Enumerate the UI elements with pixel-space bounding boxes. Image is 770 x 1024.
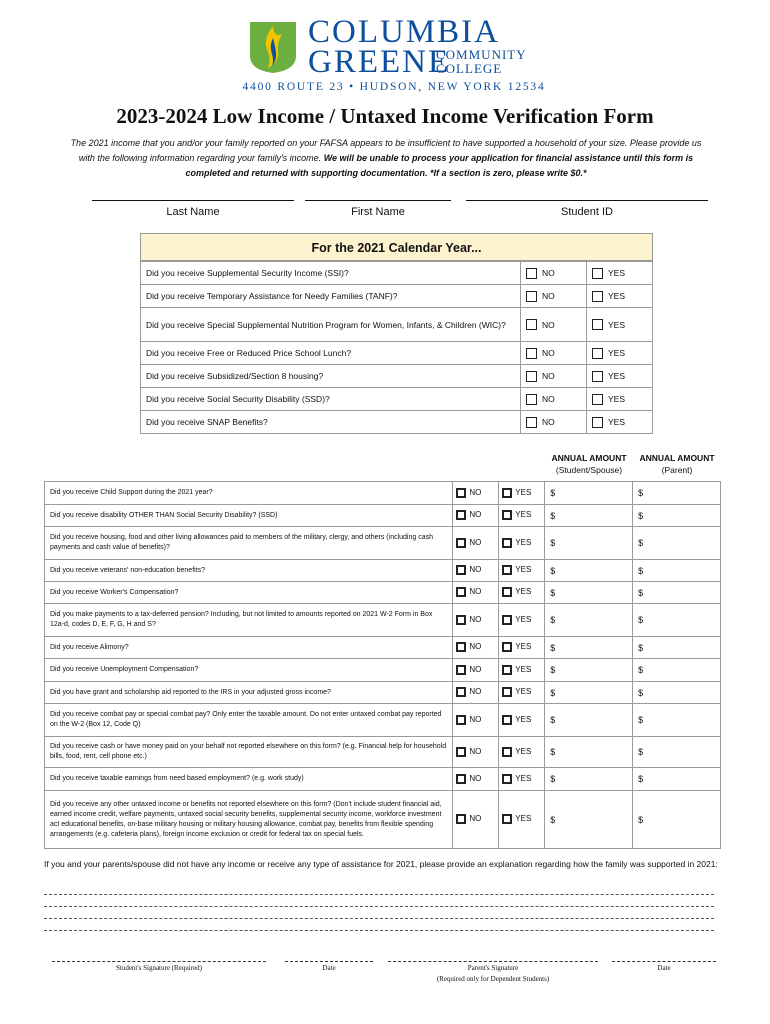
student-date-line[interactable] <box>285 961 373 962</box>
yes-label: YES <box>608 348 626 359</box>
income-table <box>44 481 721 849</box>
dollar-sign: $ <box>550 642 556 653</box>
dollar-sign: $ <box>638 747 644 757</box>
no-checkbox[interactable] <box>456 747 466 757</box>
dollar-sign: $ <box>550 615 556 625</box>
dollar-sign: $ <box>638 510 644 521</box>
dollar-sign: $ <box>638 687 644 698</box>
college-logo <box>244 12 544 97</box>
no-option[interactable] <box>453 505 499 527</box>
no-label: NO <box>469 510 482 520</box>
yes-checkbox[interactable] <box>502 565 512 575</box>
dollar-sign: $ <box>638 538 644 548</box>
no-checkbox[interactable] <box>456 774 466 784</box>
yes-label: YES <box>515 510 532 520</box>
intro-bold-text: We will be unable to process your application for financial assistance until this form is completed and returned with supporting documentation. <box>185 153 694 178</box>
yes-checkbox[interactable] <box>502 488 512 498</box>
no-option[interactable] <box>453 582 499 604</box>
no-option[interactable] <box>521 308 587 342</box>
intro-paragraph <box>62 136 710 181</box>
benefit-row <box>141 365 653 388</box>
no-label: NO <box>469 774 482 784</box>
yes-checkbox[interactable] <box>502 687 512 697</box>
income-question: Did you receive Alimony? <box>45 637 453 659</box>
benefit-question: Did you receive Temporary Assistance for Needy Families (TANF)? <box>141 285 521 308</box>
no-checkbox[interactable] <box>456 565 466 575</box>
parent-amount-field[interactable] <box>633 682 721 704</box>
parent-amount-field[interactable] <box>633 659 721 682</box>
parent-signature-label <box>388 963 598 985</box>
no-option[interactable] <box>453 768 499 791</box>
yes-label: YES <box>515 747 532 757</box>
income-row <box>45 637 721 659</box>
income-question: Did you make payments to a tax-deferred pension? Including, but not limited to amounts reported on 2021 W-2 Form in Box 12a-d, codes D, E, F, G, H and S? <box>45 604 453 637</box>
student-amount-field[interactable] <box>545 604 633 637</box>
no-label: NO <box>469 642 482 652</box>
yes-option[interactable] <box>499 704 545 737</box>
benefit-row <box>141 285 653 308</box>
dollar-sign: $ <box>550 538 556 548</box>
yes-label: YES <box>608 268 626 279</box>
dollar-sign: $ <box>550 774 556 784</box>
first-name-line[interactable] <box>305 200 451 201</box>
yes-checkbox[interactable] <box>592 394 603 405</box>
explanation-line[interactable] <box>44 930 714 931</box>
student-amount-field[interactable] <box>545 791 633 849</box>
dollar-sign: $ <box>638 488 644 498</box>
dollar-sign: $ <box>550 488 556 498</box>
yes-label: YES <box>515 615 532 625</box>
yes-label: YES <box>515 774 532 784</box>
no-checkbox[interactable] <box>526 319 537 330</box>
parent-signature-title: Parent's Signature <box>467 964 519 972</box>
no-checkbox[interactable] <box>456 538 466 548</box>
flame-logo-icon <box>244 16 302 74</box>
first-name-label: First Name <box>351 206 405 218</box>
no-option[interactable] <box>453 682 499 704</box>
yes-checkbox[interactable] <box>502 715 512 725</box>
parent-amount-field[interactable] <box>633 505 721 527</box>
parent-amount-field[interactable] <box>633 527 721 560</box>
yes-checkbox[interactable] <box>592 268 603 279</box>
student-id-label: Student ID <box>561 206 613 218</box>
no-label: NO <box>542 291 555 302</box>
yes-label: YES <box>515 715 532 725</box>
no-label: NO <box>469 538 482 548</box>
yes-checkbox[interactable] <box>592 371 603 382</box>
yes-checkbox[interactable] <box>592 417 603 428</box>
no-label: NO <box>469 715 482 725</box>
yes-label: YES <box>515 587 532 597</box>
logo-greene: GREENE <box>308 44 451 80</box>
annual-parent-label: (Parent) <box>661 465 693 475</box>
annual-amount-parent-header <box>634 452 720 476</box>
income-question: Did you receive Unemployment Compensation? <box>45 659 453 682</box>
income-question: Did you receive combat pay or special combat pay? Only enter the taxable amount. Do not enter untaxed combat pay reported on the W-2 (Box 12, Code Q) <box>45 704 453 737</box>
date-label: Date <box>322 964 336 972</box>
dollar-sign: $ <box>638 587 644 598</box>
dollar-sign: $ <box>550 565 556 576</box>
dollar-sign: $ <box>550 814 556 825</box>
last-name-label: Last Name <box>166 206 220 218</box>
no-label: NO <box>469 615 482 625</box>
no-label: NO <box>542 371 555 382</box>
benefit-question: Did you receive Supplemental Security Income (SSI)? <box>141 262 521 285</box>
no-label: NO <box>469 587 482 597</box>
yes-label: YES <box>515 665 532 675</box>
income-row <box>45 704 721 737</box>
yes-option[interactable] <box>499 682 545 704</box>
yes-option[interactable] <box>499 604 545 637</box>
no-label: NO <box>469 747 482 757</box>
no-label: NO <box>469 565 482 575</box>
student-amount-field[interactable] <box>545 482 633 505</box>
parent-amount-field[interactable] <box>633 737 721 768</box>
no-checkbox[interactable] <box>456 715 466 725</box>
explanation-line[interactable] <box>44 918 714 919</box>
income-question: Did you receive housing, food and other living allowances paid to members of the military, clergy, and others (including cash payments and cash value of benefits)? <box>45 527 453 560</box>
yes-checkbox[interactable] <box>502 538 512 548</box>
student-signature-label: Student's Signature (Required) <box>115 964 203 972</box>
benefit-row <box>141 262 653 285</box>
yes-checkbox[interactable] <box>502 615 512 625</box>
yes-option[interactable] <box>499 659 545 682</box>
no-option[interactable] <box>521 365 587 388</box>
income-row <box>45 604 721 637</box>
yes-label: YES <box>515 814 532 824</box>
yes-label: YES <box>515 538 532 548</box>
income-question: Did you receive cash or have money paid on your behalf not reported elsewhere on this form? (e.g. Financial help for household bills, food, rent, cell phone etc.) <box>45 737 453 768</box>
benefit-question: Did you receive SNAP Benefits? <box>141 411 521 434</box>
yes-checkbox[interactable] <box>502 642 512 652</box>
no-label: NO <box>542 394 555 405</box>
income-question: Did you receive taxable earnings from need based employment? (e.g. work study) <box>45 768 453 791</box>
last-name-line[interactable] <box>92 200 294 201</box>
yes-checkbox[interactable] <box>502 747 512 757</box>
annual-amount-title: ANNUAL AMOUNT <box>551 453 627 463</box>
form-title: 2023-2024 Low Income / Untaxed Income Verification Form <box>116 104 654 128</box>
no-checkbox[interactable] <box>456 587 466 597</box>
yes-option[interactable] <box>587 285 653 308</box>
benefit-question: Did you receive Subsidized/Section 8 housing? <box>141 365 521 388</box>
dollar-sign: $ <box>550 747 556 757</box>
no-checkbox[interactable] <box>456 687 466 697</box>
no-label: NO <box>542 417 555 428</box>
no-label: NO <box>469 687 482 697</box>
parent-signature-line[interactable] <box>388 961 598 962</box>
no-option[interactable] <box>453 560 499 582</box>
dollar-sign: $ <box>550 715 556 725</box>
no-checkbox[interactable] <box>526 348 537 359</box>
student-id-line[interactable] <box>466 200 708 201</box>
no-option[interactable] <box>453 737 499 768</box>
benefit-question: Did you receive Social Security Disability (SSD)? <box>141 388 521 411</box>
no-option[interactable] <box>521 411 587 434</box>
income-row <box>45 791 721 849</box>
parent-amount-field[interactable] <box>633 582 721 604</box>
benefit-row <box>141 308 653 342</box>
yes-checkbox[interactable] <box>592 291 603 302</box>
logo-community: COMMUNITY <box>436 47 527 62</box>
no-checkbox[interactable] <box>456 665 466 675</box>
income-row <box>45 505 721 527</box>
student-amount-field[interactable] <box>545 768 633 791</box>
yes-label: YES <box>608 371 626 382</box>
no-label: NO <box>542 319 555 330</box>
no-checkbox[interactable] <box>456 510 466 520</box>
intro-zero-note: *If a section is zero, please write $0.* <box>429 168 587 178</box>
dollar-sign: $ <box>550 687 556 698</box>
student-amount-field[interactable] <box>545 582 633 604</box>
calendar-year-header: For the 2021 Calendar Year... <box>140 233 653 261</box>
student-amount-field[interactable] <box>545 682 633 704</box>
intro-text: The 2021 income that you and/or your family reported on your FAFSA appears to be insufficient to have supported a household of your size. Please provide us with the following information regarding your family's income. <box>70 138 702 163</box>
no-option[interactable] <box>453 791 499 849</box>
benefits-table <box>140 261 653 434</box>
parent-amount-field[interactable] <box>633 791 721 849</box>
yes-option[interactable] <box>499 737 545 768</box>
yes-option[interactable] <box>499 482 545 505</box>
benefit-question: Did you receive Special Supplemental Nutrition Program for Women, Infants, & Children (WIC)? <box>141 308 521 342</box>
yes-label: YES <box>515 488 532 498</box>
no-option[interactable] <box>453 527 499 560</box>
dollar-sign: $ <box>638 774 644 784</box>
no-option[interactable] <box>521 285 587 308</box>
dollar-sign: $ <box>638 665 644 675</box>
yes-checkbox[interactable] <box>502 814 512 824</box>
explanation-prompt: If you and your parents/spouse did not have any income or receive any type of assistance for 2021, please provide an explanation regarding how the family was supported in 2021: <box>44 859 718 869</box>
no-label: NO <box>542 268 555 279</box>
parent-amount-field[interactable] <box>633 604 721 637</box>
income-row <box>45 527 721 560</box>
student-amount-field[interactable] <box>545 527 633 560</box>
yes-checkbox[interactable] <box>502 665 512 675</box>
no-option[interactable] <box>453 604 499 637</box>
income-row <box>45 659 721 682</box>
yes-checkbox[interactable] <box>502 510 512 520</box>
dollar-sign: $ <box>638 565 644 576</box>
income-row <box>45 582 721 604</box>
explanation-line[interactable] <box>44 906 714 907</box>
parent-amount-field[interactable] <box>633 704 721 737</box>
yes-option[interactable] <box>499 637 545 659</box>
yes-option[interactable] <box>499 791 545 849</box>
logo-college: COLLEGE <box>436 61 503 76</box>
parent-amount-field[interactable] <box>633 768 721 791</box>
dollar-sign: $ <box>638 615 644 625</box>
no-checkbox[interactable] <box>526 394 537 405</box>
no-label: NO <box>469 488 482 498</box>
income-question: Did you receive veterans' non-education benefits? <box>45 560 453 582</box>
income-question: Did you receive Worker's Compensation? <box>45 582 453 604</box>
student-amount-field[interactable] <box>545 704 633 737</box>
dollar-sign: $ <box>550 510 556 521</box>
benefit-row <box>141 342 653 365</box>
dollar-sign: $ <box>550 665 556 675</box>
yes-option[interactable] <box>587 411 653 434</box>
annual-student-label: (Student/Spouse) <box>555 465 623 475</box>
income-row <box>45 482 721 505</box>
dollar-sign: $ <box>638 814 644 825</box>
parent-amount-field[interactable] <box>633 560 721 582</box>
parent-date-line[interactable] <box>612 961 716 962</box>
benefit-row <box>141 388 653 411</box>
yes-option[interactable] <box>499 768 545 791</box>
yes-checkbox[interactable] <box>592 348 603 359</box>
yes-checkbox[interactable] <box>502 774 512 784</box>
annual-amount-title: ANNUAL AMOUNT <box>639 453 715 463</box>
annual-amount-student-header <box>546 452 632 476</box>
income-question: Did you have grant and scholarship aid reported to the IRS in your adjusted gross income? <box>45 682 453 704</box>
benefit-row <box>141 411 653 434</box>
yes-label: YES <box>515 565 532 575</box>
no-option[interactable] <box>453 704 499 737</box>
date-label: Date <box>657 964 671 972</box>
no-checkbox[interactable] <box>526 371 537 382</box>
yes-option[interactable] <box>499 505 545 527</box>
yes-label: YES <box>515 642 532 652</box>
income-row <box>45 737 721 768</box>
dollar-sign: $ <box>550 587 556 598</box>
yes-label: YES <box>608 417 626 428</box>
no-checkbox[interactable] <box>526 291 537 302</box>
parent-signature-note: (Required only for Dependent Students) <box>436 975 550 983</box>
yes-checkbox[interactable] <box>592 319 603 330</box>
no-checkbox[interactable] <box>456 488 466 498</box>
yes-option[interactable] <box>587 262 653 285</box>
yes-option[interactable] <box>587 342 653 365</box>
no-option[interactable] <box>453 482 499 505</box>
benefit-question: Did you receive Free or Reduced Price School Lunch? <box>141 342 521 365</box>
no-option[interactable] <box>521 342 587 365</box>
no-checkbox[interactable] <box>456 642 466 652</box>
no-checkbox[interactable] <box>526 268 537 279</box>
dollar-sign: $ <box>638 642 644 653</box>
student-amount-field[interactable] <box>545 505 633 527</box>
logo-community-college <box>436 48 527 76</box>
no-checkbox[interactable] <box>456 615 466 625</box>
student-signature-line[interactable] <box>52 961 266 962</box>
yes-option[interactable] <box>499 527 545 560</box>
yes-label: YES <box>608 291 626 302</box>
yes-label: YES <box>515 687 532 697</box>
income-row <box>45 682 721 704</box>
yes-label: YES <box>608 394 626 405</box>
income-row <box>45 768 721 791</box>
income-question: Did you receive disability OTHER THAN Social Security Disability? (SSD) <box>45 505 453 527</box>
income-question: Did you receive Child Support during the 2021 year? <box>45 482 453 505</box>
logo-columbia: COLUMBIA <box>308 14 501 50</box>
student-amount-field[interactable] <box>545 560 633 582</box>
yes-option[interactable] <box>587 308 653 342</box>
no-option[interactable] <box>453 659 499 682</box>
parent-amount-field[interactable] <box>633 637 721 659</box>
yes-checkbox[interactable] <box>502 587 512 597</box>
yes-label: YES <box>608 319 626 330</box>
yes-option[interactable] <box>587 388 653 411</box>
college-address: 4400 ROUTE 23 • HUDSON, NEW YORK 12534 <box>242 81 546 93</box>
no-option[interactable] <box>521 388 587 411</box>
student-amount-field[interactable] <box>545 737 633 768</box>
no-label: NO <box>469 814 482 824</box>
no-option[interactable] <box>521 262 587 285</box>
student-amount-field[interactable] <box>545 659 633 682</box>
no-label: NO <box>469 665 482 675</box>
dollar-sign: $ <box>638 715 644 725</box>
no-label: NO <box>542 348 555 359</box>
yes-option[interactable] <box>499 582 545 604</box>
no-checkbox[interactable] <box>456 814 466 824</box>
income-question: Did you receive any other untaxed income or benefits not reported elsewhere on this form? (Don't include student financial aid, earned income credit, welfare payments, untaxed social security benefits, supplemental security income, workforce investment act educational benefits, on-base military housing or military housing allowance, combat pay, benefits from flexible spending arrangements (e.g. cafeteria plans), foreign income exclusion or credit for federal tax on special fuels. <box>45 791 453 849</box>
student-amount-field[interactable] <box>545 637 633 659</box>
no-option[interactable] <box>453 637 499 659</box>
yes-option[interactable] <box>587 365 653 388</box>
yes-option[interactable] <box>499 560 545 582</box>
parent-amount-field[interactable] <box>633 482 721 505</box>
income-row <box>45 560 721 582</box>
no-checkbox[interactable] <box>526 417 537 428</box>
explanation-line[interactable] <box>44 894 714 895</box>
